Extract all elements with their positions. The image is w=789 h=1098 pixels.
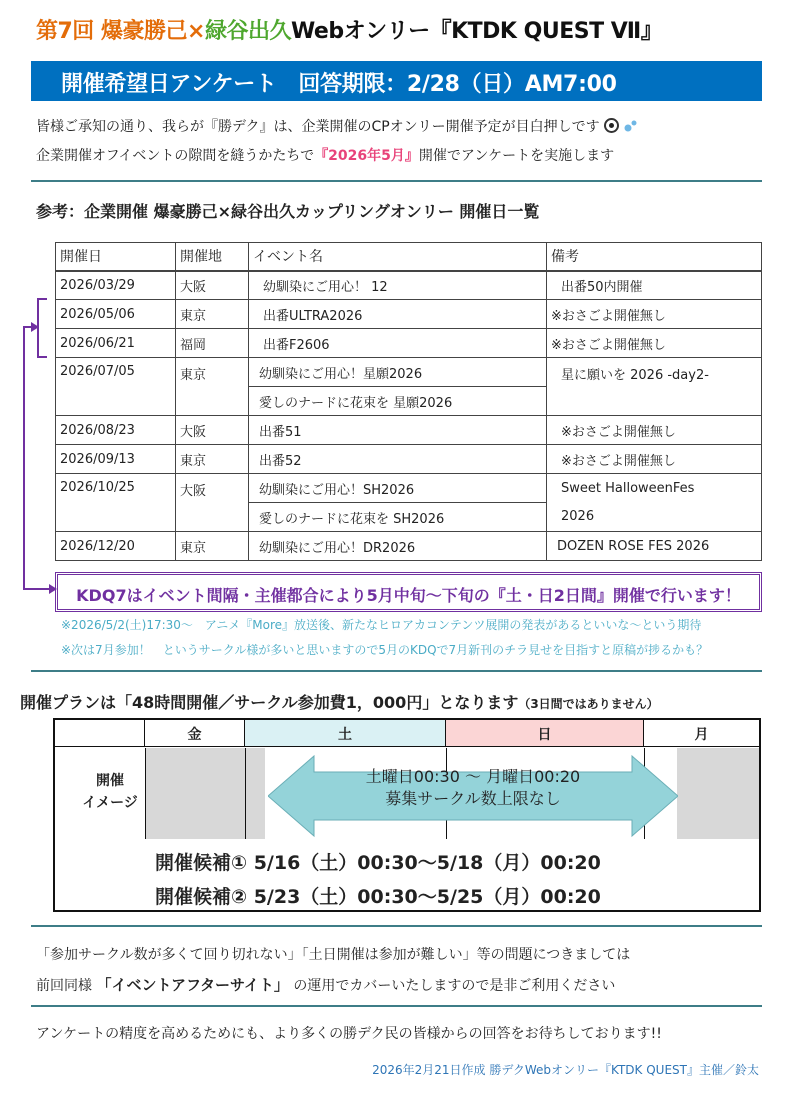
cell-date: 2026/08/23: [56, 416, 176, 445]
intro-line-2: [36, 145, 614, 165]
arrow-circle-limit: 募集サークル数上限なし: [385, 789, 561, 808]
candidate-2: 開催候補② 5/23（土）00:30～5/25（月）00:20: [155, 886, 601, 908]
event-schedule-table: [55, 242, 762, 561]
cell-event: 幼馴染にご用心！SH2026: [249, 474, 547, 503]
inactive-monday: [677, 748, 759, 839]
connector-line: [23, 327, 25, 589]
header-place: 開催地: [176, 243, 249, 271]
day-header-mon: 月: [644, 720, 759, 747]
cell-date: 2026/07/05: [56, 358, 176, 416]
cell-place: 東京: [176, 445, 249, 474]
note-line-2: ※次は7月参加！ というサークル様が多いと思いますので5月のKDQで7月新刊のチラ見せを目指すと原稿が捗るかも？: [61, 643, 709, 657]
cell-event-2: 愛しのナードに花束を SH2026: [249, 503, 547, 532]
table-row: [56, 532, 762, 561]
table-row: [56, 445, 762, 474]
cell-event: 出番F2606: [249, 329, 547, 358]
survey-banner: 開催希望日アンケート 回答期限：2/28（日）AM7:00: [31, 61, 762, 101]
plan-title-text: 開催プランは「48時間開催／サークル参加費1，000円」となります: [20, 693, 519, 712]
cell-event: 出番51: [249, 416, 547, 445]
divider: [31, 180, 762, 182]
bottom-line-2: [36, 974, 615, 995]
intro-text-2b: 開催でアンケートを実施します: [418, 148, 615, 164]
cell-event: 幼馴染にご用心！ 12: [249, 271, 547, 300]
title-number: 第7回: [36, 19, 94, 44]
table-row: [56, 474, 762, 503]
day-header-sat: 土: [245, 720, 446, 747]
note-line-1: ※2026/5/2(土)17:30～ アニメ『More』放送後、新たなヒロアカコンテンツ展開の発表があるといいな～という期待: [61, 618, 702, 632]
arrow-caption: [268, 766, 678, 810]
cell-note-2: 2026: [547, 503, 762, 532]
title-event-name: Webオンリー『KTDK QUEST Ⅶ』: [290, 19, 663, 44]
arrow-time-range: 土曜日00:30 ～ 月曜日00:20: [365, 767, 581, 786]
cell-note: DOZEN ROSE FES 2026: [547, 532, 762, 561]
cell-place: 東京: [176, 300, 249, 329]
header-date: 開催日: [56, 243, 176, 271]
intro-line-1: [36, 116, 639, 136]
plan-title-note: （3日間ではありません）: [518, 697, 659, 711]
cell-place: 大阪: [176, 474, 249, 532]
image-label-line-2: イメージ: [82, 795, 138, 811]
divider: [31, 1005, 762, 1007]
bottom-line-1: 「参加サークル数が多くて回り切れない」「土日開催は参加が難しい」等の問題につきましては: [36, 947, 631, 963]
day-header-blank: [55, 720, 145, 747]
cell-date: 2026/03/29: [56, 271, 176, 300]
cell-note: ※おさごよ開催無し: [547, 416, 762, 445]
cell-place: 福岡: [176, 329, 249, 358]
cell-place: 大阪: [176, 416, 249, 445]
cell-date: 2026/12/20: [56, 532, 176, 561]
grid-line: [245, 748, 246, 839]
cell-event: 幼馴染にご用心！DR2026: [249, 532, 547, 561]
cell-note: 星に願いを 2026 -day2-: [547, 358, 762, 416]
closing-message: アンケートの精度を高めるためにも、より多くの勝デク民の皆様からの回答をお待ちしております!!: [36, 1026, 662, 1042]
candidate-1: 開催候補① 5/16（土）00:30～5/18（月）00:20: [155, 852, 601, 874]
inactive-friday: [145, 748, 265, 839]
divider: [31, 925, 762, 927]
reference-title: 参考：企業開催 爆豪勝己×緑谷出久カップリングオンリー 開催日一覧: [36, 202, 540, 221]
cell-note: ※おさごよ開催無し: [547, 300, 762, 329]
image-label: [75, 770, 145, 814]
arrow-right-icon: [31, 322, 39, 332]
cell-note: 出番50内開催: [547, 271, 762, 300]
table-row: [56, 358, 762, 387]
header-note: 備考: [547, 243, 762, 271]
cell-date: 2026/05/06: [56, 300, 176, 329]
cell-event: 出番52: [249, 445, 547, 474]
eyes-emoji-icon: [604, 118, 619, 133]
cell-date: 2026/10/25: [56, 474, 176, 532]
table-header-row: [56, 243, 762, 271]
day-header-sun: 日: [446, 720, 644, 747]
schedule-diagram: [53, 718, 761, 912]
cell-note: Sweet HalloweenFes: [547, 474, 762, 503]
bottom-text-2b: の運用でカバーいたしますので是非ご利用ください: [293, 978, 616, 994]
table-row: [56, 416, 762, 445]
cell-place: 大阪: [176, 271, 249, 300]
title-cross: ×: [187, 19, 205, 44]
cell-event: 幼馴染にご用心！星願2026: [249, 358, 547, 387]
intro-text-2a: 企業開催オフイベントの隙間を縫うかたちで: [36, 148, 315, 164]
bottom-text-2a: 前回同様: [36, 978, 92, 994]
header-event: イベント名: [249, 243, 547, 271]
image-label-line-1: 開催: [96, 773, 124, 789]
footer-credit: 2026年2月21日作成 勝デクWebオンリー『KTDK QUEST』主催／鈴太: [372, 1063, 759, 1077]
table-row: [56, 300, 762, 329]
cell-note: ※おさごよ開催無し: [547, 329, 762, 358]
cell-place: 東京: [176, 358, 249, 416]
intro-target-month: 『2026年5月』: [314, 148, 419, 164]
cell-date: 2026/09/13: [56, 445, 176, 474]
cell-event: 出番ULTRA2026: [249, 300, 547, 329]
cell-date: 2026/06/21: [56, 329, 176, 358]
event-notice: KDQ7はイベント間隔・主催都合により5月中旬～下旬の『土・日2日間』開催で行います！: [55, 572, 762, 612]
cell-place: 東京: [176, 532, 249, 561]
intro-text-1: 皆様ご承知の通り、我らが『勝デク』は、企業開催のCPオンリー開催予定が目白押しです: [36, 119, 600, 135]
after-site-name: 「イベントアフターサイト」: [96, 976, 289, 994]
page-title: [36, 14, 662, 45]
day-header-fri: 金: [145, 720, 245, 747]
cell-note: ※おさごよ開催無し: [547, 445, 762, 474]
table-row: [56, 329, 762, 358]
sweat-drops-icon: [623, 119, 639, 133]
title-character-a: 爆豪勝己: [100, 19, 187, 44]
plan-title: [20, 690, 659, 713]
divider: [31, 670, 762, 672]
table-row: [56, 271, 762, 300]
cell-event-2: 愛しのナードに花束を 星願2026: [249, 387, 547, 416]
title-character-b: 緑谷出久: [204, 19, 291, 44]
grid-line: [145, 748, 146, 839]
